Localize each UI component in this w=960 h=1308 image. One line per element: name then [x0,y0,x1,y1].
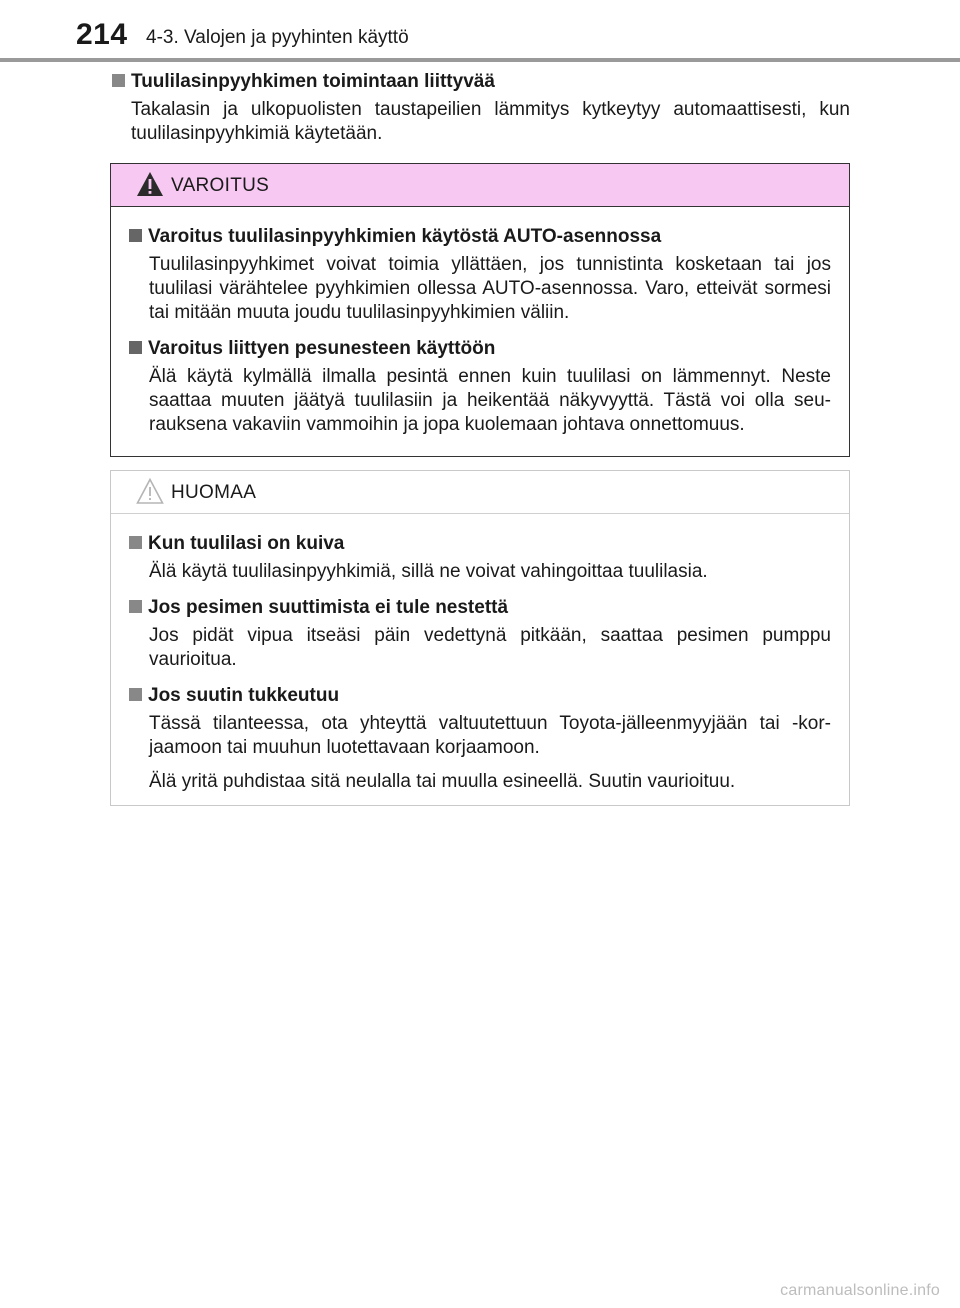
notice-title: HUOMAA [171,482,257,503]
warning-item [129,337,831,437]
warning-header [111,164,849,207]
warning-item-title: Varoitus tuulilasinpyyhkimien käytöstä AUTO-asennossa [148,226,662,247]
notice-item [129,532,831,584]
bullet-square-icon [112,74,125,87]
notice-item-text: Älä käytä tuulilasinpyyhkimiä, sillä ne voivat vahingoittaa tuulilasia. [149,561,708,582]
bullet-square-icon [129,229,142,242]
warning-item-text: Älä käytä kylmällä ilmalla pesintä ennen kuin tuulilasi on lämmennyt. Neste saattaa muuten jäätyä tuulilasiin ja heikentää näkyvyyttä. Tästä voi olla seu-rauksena vakaviin vammoihin ja jopa kuolemaan johtava onnettomuus. [149,366,831,435]
section-heading [112,70,850,94]
notice-triangle-icon [135,477,165,505]
bullet-square-icon [129,341,142,354]
notice-item-heading [129,532,831,556]
notice-box [110,470,850,806]
warning-item-text: Tuulilasinpyyhkimet voivat toimia yllättäen, jos tunnistinta kosketaan tai jos tuulilasi värähtelee pyyhkimien ollessa AUTO-asennossa. Varo, etteivät sormesi tai mitään muuta joudu tuulilasinpyyhkimien väliin. [149,254,831,323]
notice-item-heading [129,684,831,708]
header-rule [0,58,960,62]
bullet-square-icon [129,600,142,613]
section-text: Takalasin ja ulkopuolisten taustapeilien lämmitys kytkeytyy automaattisesti, kun tuulilasinpyyhkimiä käytetään. [131,99,850,144]
warning-item [129,225,831,325]
notice-item [129,684,831,794]
chapter-title: 4-3. Valojen ja pyyhinten käyttö [146,27,409,48]
bullet-square-icon [129,688,142,701]
warning-item-heading [129,225,831,249]
section-title: Tuulilasinpyyhkimen toimintaan liittyvää [131,71,495,92]
bullet-square-icon [129,536,142,549]
warning-body [111,207,849,437]
warning-box [110,163,850,457]
intro-section [112,70,850,146]
notice-body [111,514,849,794]
notice-item-title: Jos pesimen suuttimista ei tule nestettä [148,597,509,618]
notice-item-title: Jos suutin tukkeutuu [148,685,340,706]
warning-item-heading [129,337,831,361]
warning-triangle-icon [135,170,165,198]
warning-title: VAROITUS [171,175,270,196]
notice-item-text: Tässä tilanteessa, ota yhteyttä valtuutettuun Toyota-jälleenmyyjään tai -kor-jaamoon tai muuhun luotettavaan korjaamoon. [149,713,831,758]
notice-item-heading [129,596,831,620]
warning-item-title: Varoitus liittyen pesunesteen käyttöön [148,338,496,359]
page-number: 214 [76,18,128,51]
page-header [0,0,960,62]
watermark: carmanualsonline.info [780,1282,940,1299]
notice-item-title: Kun tuulilasi on kuiva [148,533,345,554]
notice-item-text-2: Älä yritä puhdistaa sitä neulalla tai muulla esineellä. Suutin vaurioituu. [149,771,736,792]
notice-item-text: Jos pidät vipua itseäsi päin vedettynä pitkään, saattaa pesimen pumppu vaurioitua. [149,625,831,670]
notice-item [129,596,831,672]
notice-header [111,471,849,514]
